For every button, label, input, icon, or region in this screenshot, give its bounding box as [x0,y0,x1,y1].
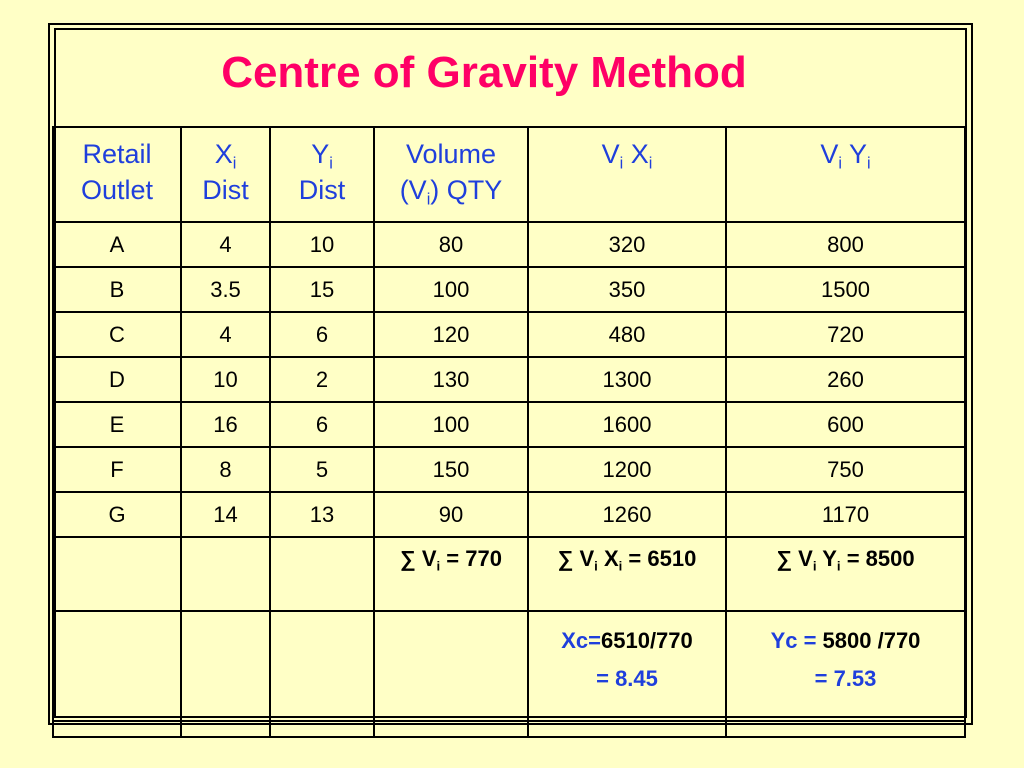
yc-label: Yc = [770,628,823,653]
empty-cell [181,611,270,721]
yc-value: = 7.53 [814,666,877,691]
sum-vx: ∑ $V_i$ $X_i = 6510$ [528,537,726,611]
cell-vy: 1500 [726,267,965,312]
result-row [53,611,965,721]
cell-x: 4 [181,222,270,267]
cell-y: 2 [270,357,374,402]
cell-outlet: F [53,447,181,492]
cell-x: 14 [181,492,270,537]
empty-cell [181,537,270,611]
centre-of-gravity-table [52,126,966,738]
cell-vy: 260 [726,357,965,402]
table-row [53,267,965,312]
header-x-dist: $X_i$ Dist [181,127,270,222]
cell-vy: 800 [726,222,965,267]
cell-y: 6 [270,312,374,357]
cell-vx: 350 [528,267,726,312]
cell-vx: 1600 [528,402,726,447]
cell-outlet: D [53,357,181,402]
cell-x: 4 [181,312,270,357]
cell-x: 3.5 [181,267,270,312]
result-yc [726,611,965,721]
cell-x: 16 [181,402,270,447]
cell-volume: 100 [374,267,528,312]
cell-vy: 750 [726,447,965,492]
empty-cell [53,537,181,611]
sum-row [53,537,965,611]
header-volume: Volume $(V_i)$ QTY [374,127,528,222]
cell-volume: 100 [374,402,528,447]
sum-vy: ∑ $V_i$ $Y_i = 8500$ [726,537,965,611]
cell-volume: 150 [374,447,528,492]
result-xc [528,611,726,721]
cell-outlet: A [53,222,181,267]
table-row [53,402,965,447]
cell-outlet: G [53,492,181,537]
cell-vx: 320 [528,222,726,267]
table-row [53,492,965,537]
cell-volume: 120 [374,312,528,357]
empty-cell [53,611,181,721]
cell-volume: 130 [374,357,528,402]
cell-y: 13 [270,492,374,537]
cell-vy: 720 [726,312,965,357]
cell-y: 15 [270,267,374,312]
table-row [53,357,965,402]
cell-y: 6 [270,402,374,447]
slide-title: Centre of Gravity Method [221,48,747,97]
cell-outlet: C [53,312,181,357]
xc-value: = 8.45 [596,666,658,691]
header-retail-outlet: Retail Outlet [53,127,181,222]
xc-label: Xc= [561,628,601,653]
table-tail-row [53,721,965,737]
cell-y: 10 [270,222,374,267]
table-row [53,312,965,357]
cell-vx: 1260 [528,492,726,537]
cell-vx: 1300 [528,357,726,402]
table-row [53,447,965,492]
cell-x: 10 [181,357,270,402]
cell-vy: 600 [726,402,965,447]
cell-volume: 90 [374,492,528,537]
cell-outlet: E [53,402,181,447]
table-row [53,222,965,267]
cell-vx: 480 [528,312,726,357]
sum-volume: ∑ $V_i = 770$ [374,537,528,611]
cell-y: 5 [270,447,374,492]
cell-volume: 80 [374,222,528,267]
cell-vx: 1200 [528,447,726,492]
header-vy: $V_i$ $Y_i$ [726,127,965,222]
empty-cell [270,537,374,611]
yc-expression: 5800 /770 [822,628,921,653]
cell-outlet: B [53,267,181,312]
xc-expression: 6510/770 [601,628,693,653]
cell-vy: 1170 [726,492,965,537]
header-vx: $V_i$ $X_i$ [528,127,726,222]
cell-x: 8 [181,447,270,492]
header-row [53,127,965,222]
empty-cell [374,611,528,721]
header-y-dist: $Y_i$ Dist [270,127,374,222]
empty-cell [270,611,374,721]
